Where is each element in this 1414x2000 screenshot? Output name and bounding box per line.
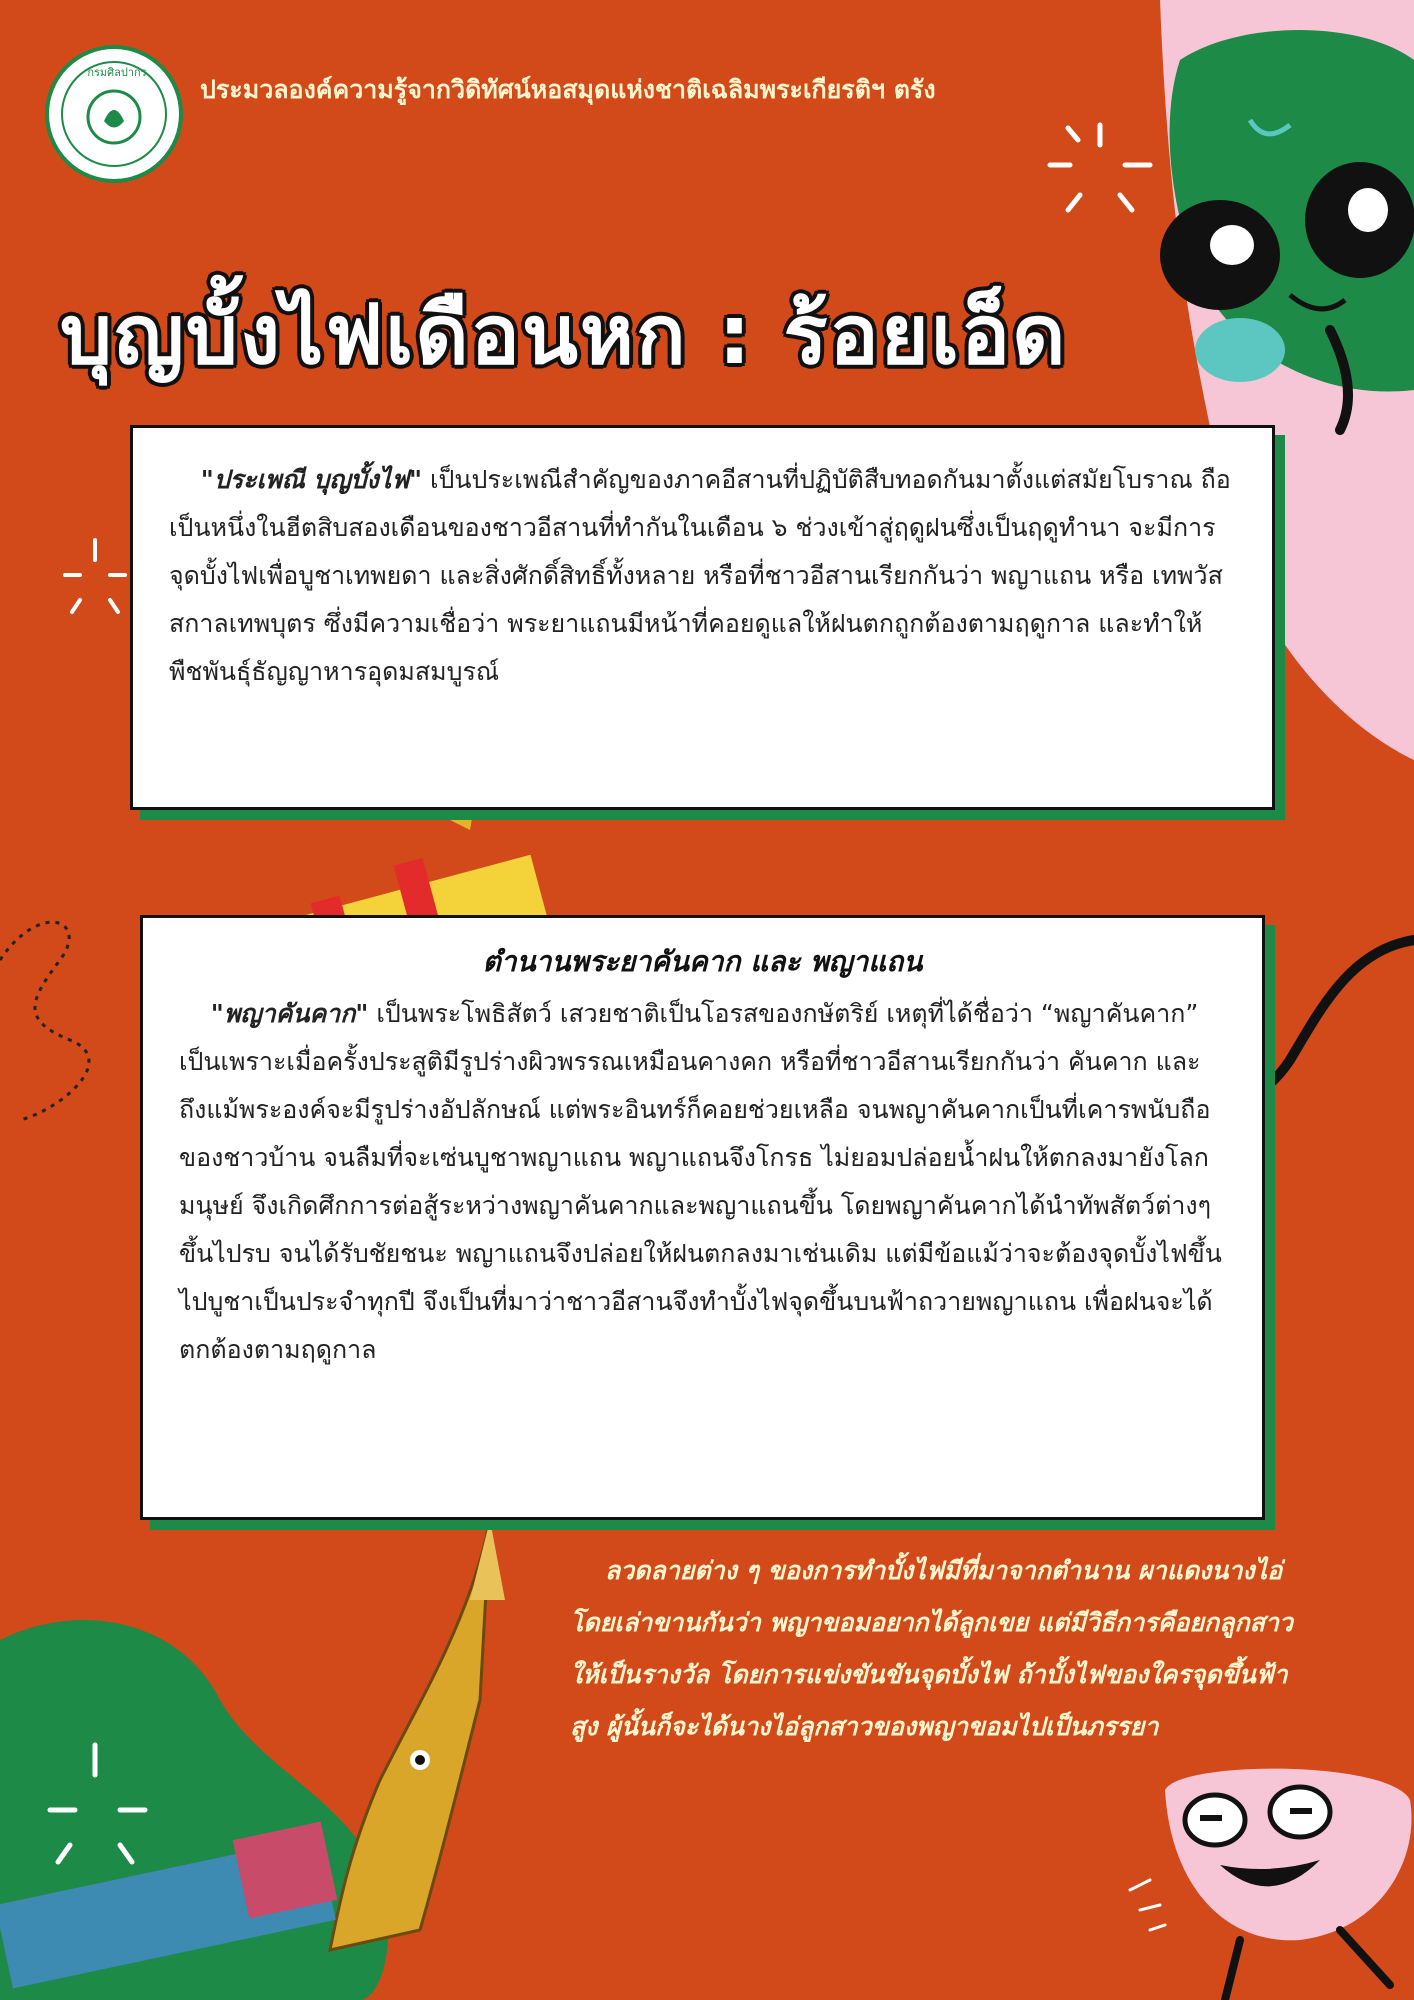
- sparkle-left: [65, 540, 125, 612]
- header-title: ประมวลองค์ความรู้จากวิดิทัศน์หอสมุดแห่งชาติเฉลิมพระเกียรติฯ ตรัง: [200, 75, 936, 104]
- legend-paragraph: [179, 990, 1226, 1374]
- department-logo: [45, 45, 183, 183]
- legend-body: เป็นพระโพธิสัตว์ เสวยชาติเป็นโอรสของกษัตริย์ เหตุที่ได้ชื่อว่า “พญาคันคาก” เป็นเพราะเมื่อครั้งประสูติมีรูปร่างผิวพรรณเหมือนคางคก หรือที่ชาวอีสานเรียกกันว่า คันคาก และถึงแม้พระองค์จะมีรูปร่างอัปลักษณ์ แต่พระอินทร์ก็คอยช่วยเหลือ จนพญาคันคากเป็นที่เคารพนับถือของชาวบ้าน จนลืมที่จะเซ่นบูชาพญาแถน พญาแถนจึงโกรธ ไม่ยอมปล่อยน้ำฝนให้ตกลงมายังโลกมนุษย์ จึงเกิดศึกการต่อสู้ระหว่างพญาคันคากและพญาแถนขึ้น โดยพญาคันคากได้นำทัพสัตว์ต่างๆ ขึ้นไปรบ จนได้รับชัยชนะ พญาแถนจึงปล่อยให้ฝนตกลงมาเช่นเดิม แต่มีข้อแม้ว่าจะต้องจุดบั้งไฟขึ้นไปบูชาเป็นประจำทุกปี จึงเป็นที่มาว่าชาวอีสานจึงทำบั้งไฟจุดขึ้นบนฟ้าถวายพญาแถน เพื่อฝนจะได้ตกต้องตามฤดูกาล: [179, 999, 1222, 1364]
- dotted-trail: [0, 922, 89, 1120]
- legend-heading: ตำนานพระยาคันคาก และ พญาแถน: [482, 945, 923, 978]
- pattern-origin-paragraph: [570, 1545, 1300, 1753]
- intro-body: เป็นประเพณีสำคัญของภาคอีสานที่ปฏิบัติสืบทอดกันมาตั้งแต่สมัยโบราณ ถือเป็นหนึ่งในฮีตสิบสองเดือนของชาวอีสานที่ทำกันในเดือน ๖ ช่วงเข้าสู่ฤดูฝนซึ่งเป็นฤดูทำนา จะมีการจุดบั้งไฟเพื่อบูชาเทพยดา และสิ่งศักดิ์สิทธิ์ทั้งหลาย หรือที่ชาวอีสานเรียกกันว่า พญาแถน หรือ เทพวัสสกาลเทพบุตร ซึ่งมีความเชื่อว่า พระยาแถนมีหน้าที่คอยดูแลให้ฝนตกถูกต้องตามฤดูกาล และทำให้พืชพันธุ์ธัญญาหารอุดมสมบูรณ์: [169, 465, 1231, 686]
- legend-card: [140, 915, 1265, 1520]
- intro-card: [130, 425, 1275, 810]
- main-title: บุญบั้งไฟเดือนหก : ร้อยเอ็ด: [60, 288, 1068, 383]
- intro-paragraph: [169, 456, 1236, 696]
- pink-character-bottom: [1165, 1769, 1412, 2000]
- pattern-origin-body: ลวดลายต่าง ๆ ของการทำบั้งไฟมีที่มาจากตำนาน ผาแดงนางไอ่ โดยเล่าขานกันว่า พญาขอมอยากได้ลูกเขย แต่มีวิธีการคือยกลูกสาวให้เป็นรางวัล โดยการแข่งขันขันจุดบั้งไฟ ถ้าบั้งไฟของใครจุดขึ้นฟ้าสูง ผู้นั้นก็จะได้นางไอ่ลูกสาวของพญาขอมไปเป็นภรรยา: [570, 1556, 1293, 1741]
- logo-text: กรมศิลปากร: [87, 66, 147, 79]
- legend-lead: "พญาคันคาก": [210, 999, 369, 1028]
- sparkle-top: [1050, 125, 1150, 210]
- intro-lead: "ประเพณี บุญบั้งไฟ": [200, 465, 423, 494]
- pattern-origin-text: [570, 1545, 1300, 1753]
